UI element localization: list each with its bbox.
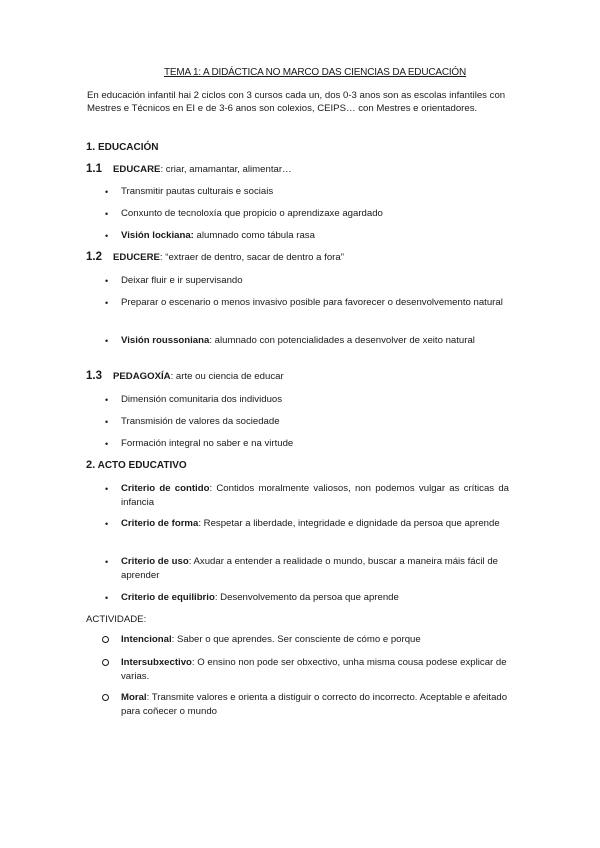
list-item-bold: Visión roussoniana — [121, 335, 210, 346]
bullet-icon: • — [105, 484, 109, 494]
section-2-heading — [86, 459, 187, 471]
bullet-icon: • — [105, 187, 109, 197]
subsection-1-3-heading — [86, 370, 284, 382]
list-item-text: : Contidos moralmente valiosos, non podemos vulgar as críticas da infancia — [121, 483, 509, 508]
list-item-text: : Axudar a entender a realidade o mundo, buscar a maneira máis fácil de aprender — [121, 556, 499, 581]
subsection-1-3-key: PEDAGOXÍA — [113, 371, 171, 382]
list-item-bold: Criterio de uso — [121, 556, 189, 567]
list-item-bold: Intersubxectivo — [121, 657, 192, 668]
document-title: TEMA 1: A DIDÁCTICA NO MARCO DAS CIENCIAS DA EDUCACIÓN — [164, 67, 467, 78]
bullet-icon: • — [105, 231, 109, 241]
subsection-1-1-key: EDUCARE — [113, 164, 161, 175]
section-2-number: 2. — [86, 459, 96, 471]
section-1-title: EDUCACIÓN — [97, 142, 159, 153]
list-item-bold: Criterio de contido — [121, 483, 210, 494]
ring-bullet-icon — [102, 636, 109, 643]
bullet-icon: • — [105, 209, 109, 219]
subsection-1-3-desc: : arte ou ciencia de educar — [170, 371, 284, 382]
section-2-title: ACTO EDUCATIVO — [97, 460, 187, 471]
subsection-1-1-number: 1.1 — [86, 163, 102, 175]
list-item-text: : Desenvolvemento da persoa que aprende — [214, 592, 399, 603]
subsection-1-1-desc: : criar, amamantar, alimentar… — [160, 164, 292, 175]
list-item-text: : alumnado con potencialidades a desenvolver de xeito natural — [209, 335, 475, 346]
bullet-icon: • — [105, 439, 109, 449]
subsection-1-2-desc: : “extraer de dentro, sacar de dentro a fora” — [159, 252, 344, 263]
ring-bullet-icon — [102, 694, 109, 701]
list-item-text: : Saber o que aprendes. Ser consciente de cómo e porque — [171, 634, 421, 645]
bullet-icon: • — [105, 519, 109, 529]
actividade-label: ACTIVIDADE: — [86, 614, 147, 625]
subsection-1-3-number: 1.3 — [86, 370, 102, 382]
list-item-bold: Visión lockiana: — [121, 230, 194, 241]
subsection-1-2-number: 1.2 — [86, 251, 102, 263]
list-item-text: Transmitir pautas culturais e sociais — [121, 186, 274, 197]
list-item-bold: Intencional — [121, 634, 172, 645]
list-item-text: Conxunto de tecnoloxía que propicio o aprendizaxe agardado — [121, 208, 383, 219]
bullet-icon: • — [105, 276, 109, 286]
list-item-bold: Moral — [121, 692, 147, 703]
list-item-text: Dimensión comunitaria dos individuos — [121, 394, 283, 405]
subsection-1-2-heading — [86, 251, 344, 263]
list-item-bold: Criterio de forma — [121, 518, 199, 529]
list-item-text: : Transmite valores e orienta a distiguir o correcto do incorrecto. Aceptable e afeitado para coñecer o mundo — [121, 692, 508, 717]
ring-bullet-icon — [102, 659, 109, 666]
intro-paragraph: En educación infantil hai 2 ciclos con 3 cursos cada un, dos 0-3 anos son as escolas infantiles con Mestres e Técnicos en EI e de 3-6 anos son colexios, CEIPS… con Mestres e orientadores. — [87, 90, 506, 114]
bullet-icon: • — [105, 395, 109, 405]
bullet-icon: • — [105, 336, 109, 346]
bullet-icon: • — [105, 593, 109, 603]
list-item-text: Preparar o escenario o menos invasivo posible para favorecer o desenvolvemento natural — [121, 297, 503, 308]
list-item-text: Deixar fluir e ir supervisando — [121, 275, 243, 286]
bullet-icon: • — [105, 417, 109, 427]
list-item-text: alumnado como tábula rasa — [193, 230, 315, 241]
bullet-icon: • — [105, 298, 109, 308]
list-item-text: : Respetar a liberdade, integridade e dignidade da persoa que aprende — [198, 518, 500, 529]
list-item-bold: Criterio de equilibrio — [121, 592, 215, 603]
subsection-1-1-heading — [86, 163, 292, 175]
bullet-icon: • — [105, 557, 109, 567]
section-1-number: 1. — [86, 141, 96, 153]
subsection-1-2-key: EDUCERE — [113, 252, 160, 263]
list-item-text: : O ensino non pode ser obxectivo, unha misma cousa podese explicar de varias. — [121, 657, 507, 682]
list-item-text: Formación integral no saber e na virtude — [121, 438, 294, 449]
list-item-text: Transmisión de valores da sociedade — [121, 416, 280, 427]
section-1-heading — [86, 141, 159, 153]
